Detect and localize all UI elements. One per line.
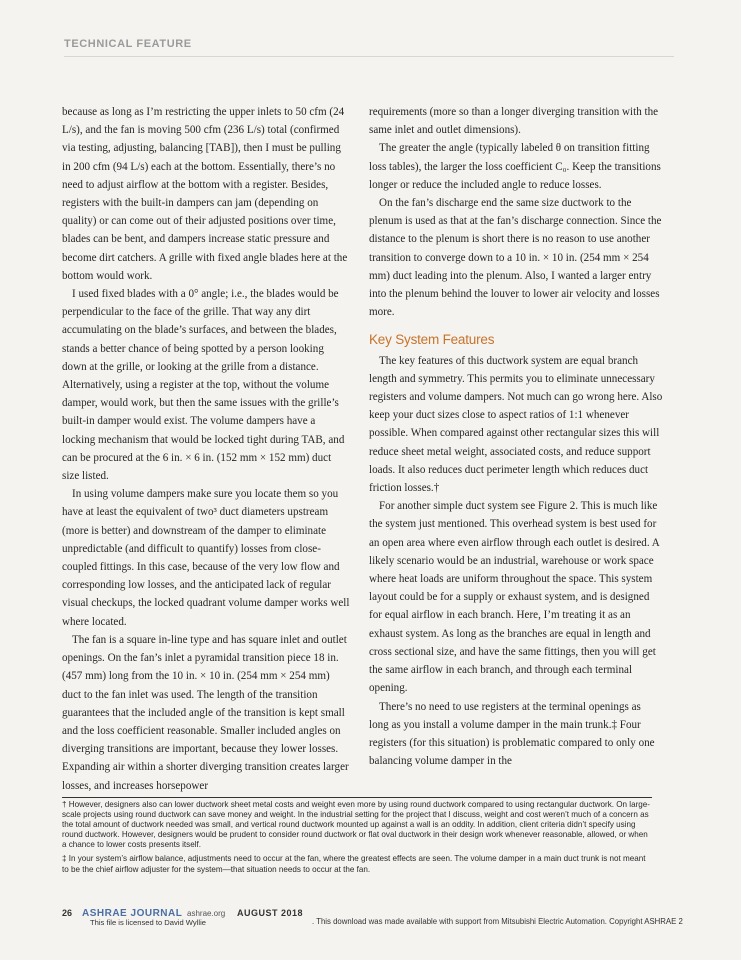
right-column — [369, 103, 663, 770]
left-column — [62, 103, 350, 795]
journal-name: ASHRAE JOURNAL — [82, 908, 183, 919]
footnote-divider — [62, 797, 652, 798]
journal-url: ashrae.org — [187, 909, 226, 918]
left-paragraph-2: I used fixed blades with a 0° angle; i.e., the blades would be perpendicular to the face of the grille. That way any dirt accumulating on the blade’s surfaces, and between the blades, stands a better chance of being spotted by a person looking down at the grille, or looking at the grille from a distance. Alternatively, using a register at the top, without the volume damper, would work, but then the same issues with the grille’s built-in damper would exist. The volume dampers have a locking mechanism that would be locked tight during TAB, and can be procured at the 6 in. × 6 in. (152 mm × 152 mm) duct size listed. — [62, 288, 345, 483]
page-number: 26 — [62, 908, 73, 918]
footnote-dagger: † However, designers also can lower ductwork sheet metal costs and weight even more by using round ductwork compared to using rectangular ductwork. On large-scale projects using round ductwork can save money and weight. In the industrial setting for the project that I discuss, weight and cost weren’t much of a concern as the total amount of ductwork needed was small, and vertical round ductwork mounted up against a wall is an oddity. In addition, client criteria didn’t specify using round ductwork. However, designers would be prudent to consider round ductwork or flat oval ductwork in their design work whenever reasonable, allowed, or when a chance to lower costs presents itself. — [62, 800, 650, 850]
right-paragraph-3: On the fan’s discharge end the same size ductwork to the plenum is used as that at the fan’s discharge connection. Since the distance to the plenum is short there is no reason to use another transition to converge down to a 10 in. × 10 in. (254 mm × 254 mm) duct leading into the plenum. Also, I wanted a larger entry into the plenum behind the louver to lower air velocity and losses more. — [369, 197, 662, 319]
right-paragraph-5: For another simple duct system see Figure 2. This is much like the system just mentioned. This overhead system is best used for an open area where even airflow through each outlet is desired. A likely scenario would be an industrial, warehouse or work space where heat loads are uniform throughout the space. This system layout could be for a supply or exhaust system, and is designed for equal airflow in each branch. Here, I’m treating it as an exhaust system. As long as the branches are equal in length and cross sectional size, and have the same fittings, then you will get the same airflow in each branch, and through each terminal opening. — [369, 500, 660, 695]
issue-date: AUGUST 2018 — [237, 908, 304, 918]
header-rule — [64, 56, 674, 57]
footnotes — [62, 800, 652, 879]
left-paragraph-4: The fan is a square in-line type and has square inlet and outlet openings. On the fan’s inlet a pyramidal transition piece 18 in. (457 mm) long from the 10 in. × 10 in. (254 mm × 254 mm) duct to the fan inlet was used. The length of the transition guarantees that the included angle of the transition is kept small and the loss coefficient reasonable. Smaller included angles on diverging transitions are important, because they lower losses. Expanding air within a shorter diverging transition creates larger losses, and increases horsepower — [62, 633, 349, 792]
license-note: This file is licensed to David Wyllie — [90, 918, 206, 927]
right-paragraph-6: There’s no need to use registers at the terminal openings as long as you install a volume damper in the main trunk.‡ Four registers (for this situation) is problematic compared to only one balancing volume damper in the — [369, 700, 655, 768]
download-note: . This download was made available with support from Mitsubishi Electric Automation. Copyright ASHRAE 2 — [312, 917, 683, 926]
section-heading: Key System Features — [369, 332, 495, 348]
right-paragraph-1: requirements (more so than a longer diverging transition with the same inlet and outlet dimensions). — [369, 106, 659, 137]
section-label: TECHNICAL FEATURE — [64, 38, 192, 50]
right-paragraph-2: The greater the angle (typically labeled θ on transition fitting loss tables), the larger the loss coefficient C₀. Keep the transitions longer or reduce the included angle to reduce losses. — [369, 142, 661, 191]
right-paragraph-4: The key features of this ductwork system are equal branch length and symmetry. This permits you to eliminate unnecessary registers and volume dampers. Not much can go wrong here. Also keep your duct sizes close to aspect ratios of 1:1 whenever possible. When compared against other rectangular sizes this will reduce sheet metal weight, associated costs, and reduce support loads. It also reduces duct perimeter length which reduces duct friction losses.† — [369, 354, 663, 495]
left-paragraph-1: because as long as I’m restricting the upper inlets to 50 cfm (24 L/s), and the fan is moving 500 cfm (236 L/s) total (confirmed via testing, adjusting, balancing [TAB]), then I must be pulling in 200 cfm (94 L/s) each at the bottom. Essentially, there’s no need to adjust airflow at the bottom with a register. Besides, registers with the built-in dampers can jam (depending on quality) or can come out of their adjusted positions over time, blades can be bent, and dampers increase static pressure and become dirt catchers. A grille with fixed angle blades here at the bottom would work. — [62, 106, 348, 282]
left-paragraph-3: In using volume dampers make sure you locate them so you have at least the equivalent of two³ duct diameters upstream (more is better) and downstream of the damper to eliminate unpredictable (and difficult to quantify) losses from close-coupled fittings. In this case, because of the very low flow and corresponding low losses, and the anticipated lack of regular visual checkups, the locked quadrant volume damper works well where located. — [62, 488, 350, 628]
footnote-double-dagger: ‡ In your system’s airflow balance, adjustments need to occur at the fan, where the greatest effects are seen. The volume damper in a main duct trunk is not meant to be the chief airflow adjuster for the system—that situation needs to occur at the fan. — [62, 854, 646, 874]
